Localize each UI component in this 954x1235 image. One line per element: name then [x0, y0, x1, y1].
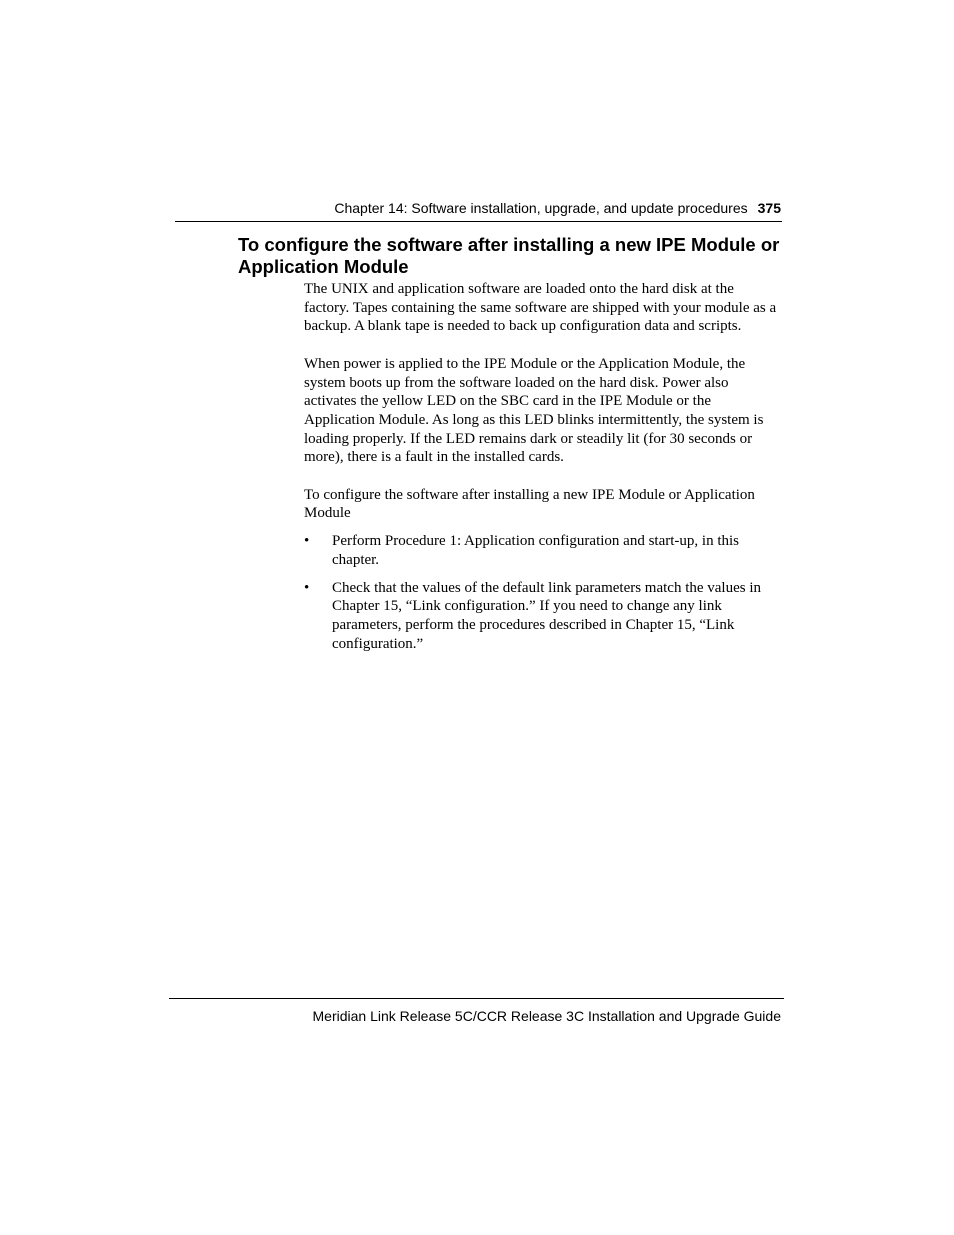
footer-rule [169, 998, 784, 999]
running-header [175, 199, 781, 217]
body-content [304, 280, 782, 662]
paragraph-power-led: When power is applied to the IPE Module or the Application Module, the system boots up from the software loaded on the hard disk. Power also activates the yellow LED on the SBC card in the IPE Module or the Application Module. As long as this LED blinks intermittently, the system is loading properly. If the LED remains dark or steadily lit (for 30 seconds or more), there is a fault in the installed cards. [304, 355, 764, 466]
bullet-marker: • [304, 533, 310, 550]
bullet-marker: • [304, 579, 310, 596]
section-title: To configure the software after installing a new IPE Module or Application Module [238, 234, 780, 277]
list-item-text: Check that the values of the default link parameters match the values in Chapter 15, “Link configuration.” If you need to change any link parameters, perform the procedures described in Chapter 15, “Link configuration.” [332, 579, 762, 652]
page-number: 375 [757, 200, 781, 216]
list-item-text: Perform Procedure 1: Application configuration and start-up, in this chapter. [332, 533, 739, 568]
footer-guide-title: Meridian Link Release 5C/CCR Release 3C Installation and Upgrade Guide [312, 1008, 781, 1024]
list-item [304, 579, 782, 654]
paragraph-procedure-intro: To configure the software after installing a new IPE Module or Application Module [304, 486, 755, 522]
paragraph-factory-software: The UNIX and application software are loaded onto the hard disk at the factory. Tapes containing the same software are shipped with your module as a backup. A blank tape is needed to back up configuration data and scripts. [304, 281, 777, 335]
chapter-title: Chapter 14: Software installation, upgrade, and update procedures [334, 200, 748, 216]
header-rule [175, 221, 782, 222]
list-item [304, 532, 782, 569]
procedure-steps-list [304, 532, 782, 653]
